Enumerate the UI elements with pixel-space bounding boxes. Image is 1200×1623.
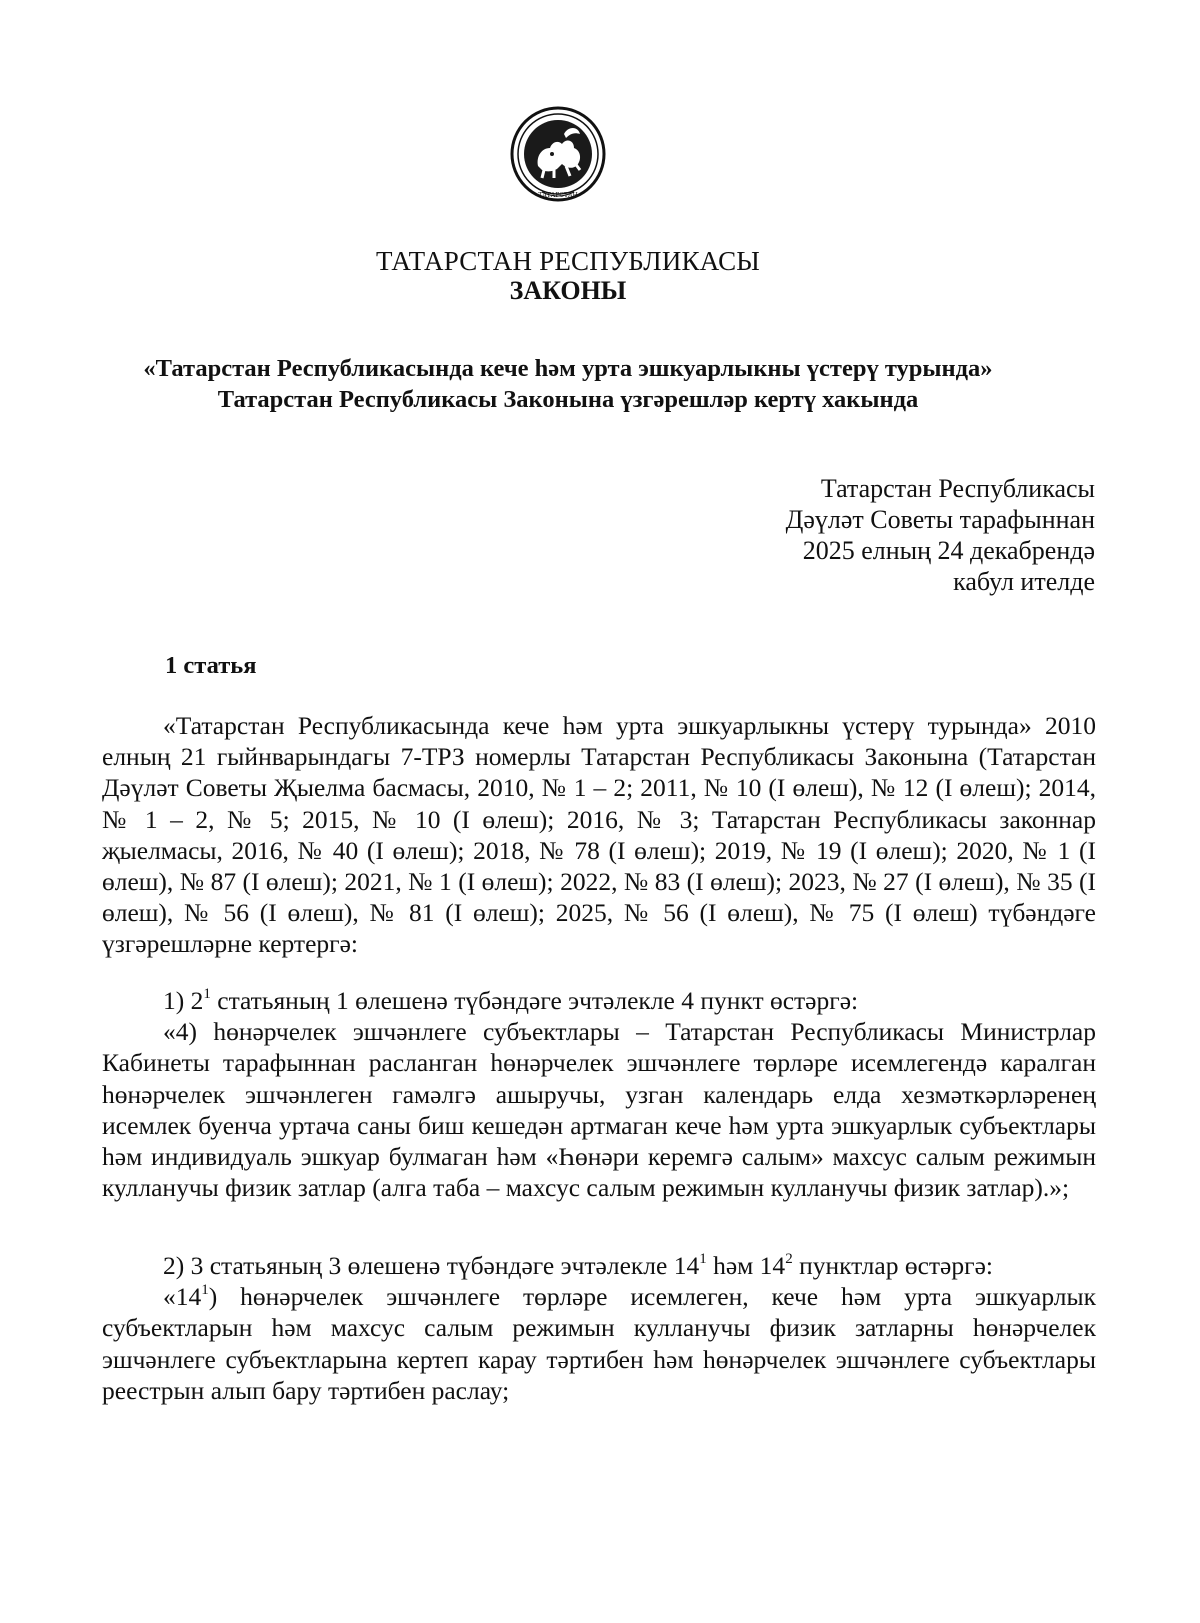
- item-1-lead-pre: 1) 2: [163, 986, 204, 1015]
- adoption-line3: 2025 елның 24 декабрендә: [802, 536, 1095, 565]
- adoption-line4: кабул ителде: [953, 567, 1095, 596]
- item-1-lead-sup: 1: [203, 986, 211, 1002]
- item-1-lead: [102, 985, 1096, 1016]
- law-label: ЗАКОНЫ: [509, 276, 627, 305]
- item-2-lead-c: пунктлар өстәргә:: [792, 1251, 993, 1280]
- item-2-lead-a: 2) 3 статьяның 3 өлешенә түбәндәге эчтәлекле 14: [163, 1251, 700, 1280]
- article-heading: 1 статья: [165, 652, 257, 679]
- item-2-lead: [102, 1250, 1096, 1281]
- item-2-body-pre: «14: [163, 1282, 202, 1312]
- item-2: [102, 1250, 1096, 1406]
- adoption-line1: Татарстан Республикасы: [820, 474, 1095, 503]
- law-title-line1: «Татарстан Республикасында кече һәм урта эшкуарлыкны үстерү турында»: [143, 355, 993, 382]
- item-2-body-post: ) һөнәрчелек эшчәнлеге төрләре исемлеген, кече һәм урта эшкуарлык субъектларын һәм махсус салым режимын кулланучы физик затларны һөнәрчелек эшчәнлеге субъектларына кертеп карау тәртибен һәм һөнәрчелек эшчәнлеге субъектлары реестрын алып бару тәртибен раслау;: [102, 1282, 1096, 1405]
- tatarstan-coat-of-arms-icon: [508, 104, 608, 214]
- item-2-body-sup: 1: [201, 1282, 209, 1299]
- item-1-lead-post: статьяның 1 өлешенә түбәндәге эчтәлекле 4 пункт өстәргә:: [210, 986, 859, 1015]
- item-2-lead-sup1: 1: [699, 1251, 707, 1267]
- svg-text:ТАТАРСТАН: ТАТАРСТАН: [538, 192, 578, 199]
- law-title-line2: Татарстан Республикасы Законына үзгәрешләр кертү хакында: [217, 386, 919, 413]
- item-1: [102, 985, 1096, 1203]
- article-intro-paragraph: [102, 710, 1096, 960]
- item-1-body: «4) һөнәрчелек эшчәнлеге субъектлары – Татарстан Республикасы Министрлар Кабинеты тарафыннан расланган һөнәрчелек эшчәнлеге төрләре исемлегендә каралган һөнәрчелек эшчәнлеген гамәлгә ашыручы, узган календарь елда хезмәткәрләренең исемлек буенча уртача саны биш кешедән артмаган кече һәм урта эшкуарлык субъектлары һәм индивидуаль эшкуар булмаган һәм «Һөнәри керемгә салым» махсус салым режимын кулланучы физик затлар (алга таба – махсус салым режимын кулланучы физик затлар).»;: [102, 1017, 1096, 1203]
- item-2-body: [102, 1281, 1096, 1406]
- item-2-lead-b: һәм 14: [706, 1251, 786, 1280]
- article-intro-text: «Татарстан Республикасында кече һәм урта эшкуарлыкны үстерү турында» 2010 елның 21 гыйнварындагы 7-ТРЗ номерлы Татарстан Республикасы Законына (Татарстан Дәүләт Советы Җыелма басмасы, 2010, № 1 – 2; 2011, № 10 (I өлеш), № 12 (I өлеш); 2014, № 1 – 2, № 5; 2015, № 10 (I өлеш); 2016, № 3; Татарстан Республикасы законнар җыелмасы, 2016, № 40 (I өлеш); 2018, № 78 (I өлеш); 2019, № 19 (I өлеш); 2020, № 1 (I өлеш), № 87 (I өлеш); 2021, № 1 (I өлеш); 2022, № 83 (I өлеш); 2023, № 27 (I өлеш), № 35 (I өлеш), № 56 (I өлеш), № 81 (I өлеш); 2025, № 56 (I өлеш), № 75 (I өлеш) түбәндәге үзгәрешләрне кертергә:: [102, 711, 1096, 959]
- item-2-lead-sup2: 2: [785, 1251, 793, 1267]
- republic-name: ТАТАРСТАН РЕСПУБЛИКАСЫ: [375, 246, 761, 276]
- adoption-block: [675, 473, 1095, 597]
- law-title: [100, 353, 1036, 415]
- adoption-line2: Дәүләт Советы тарафыннан: [785, 505, 1095, 534]
